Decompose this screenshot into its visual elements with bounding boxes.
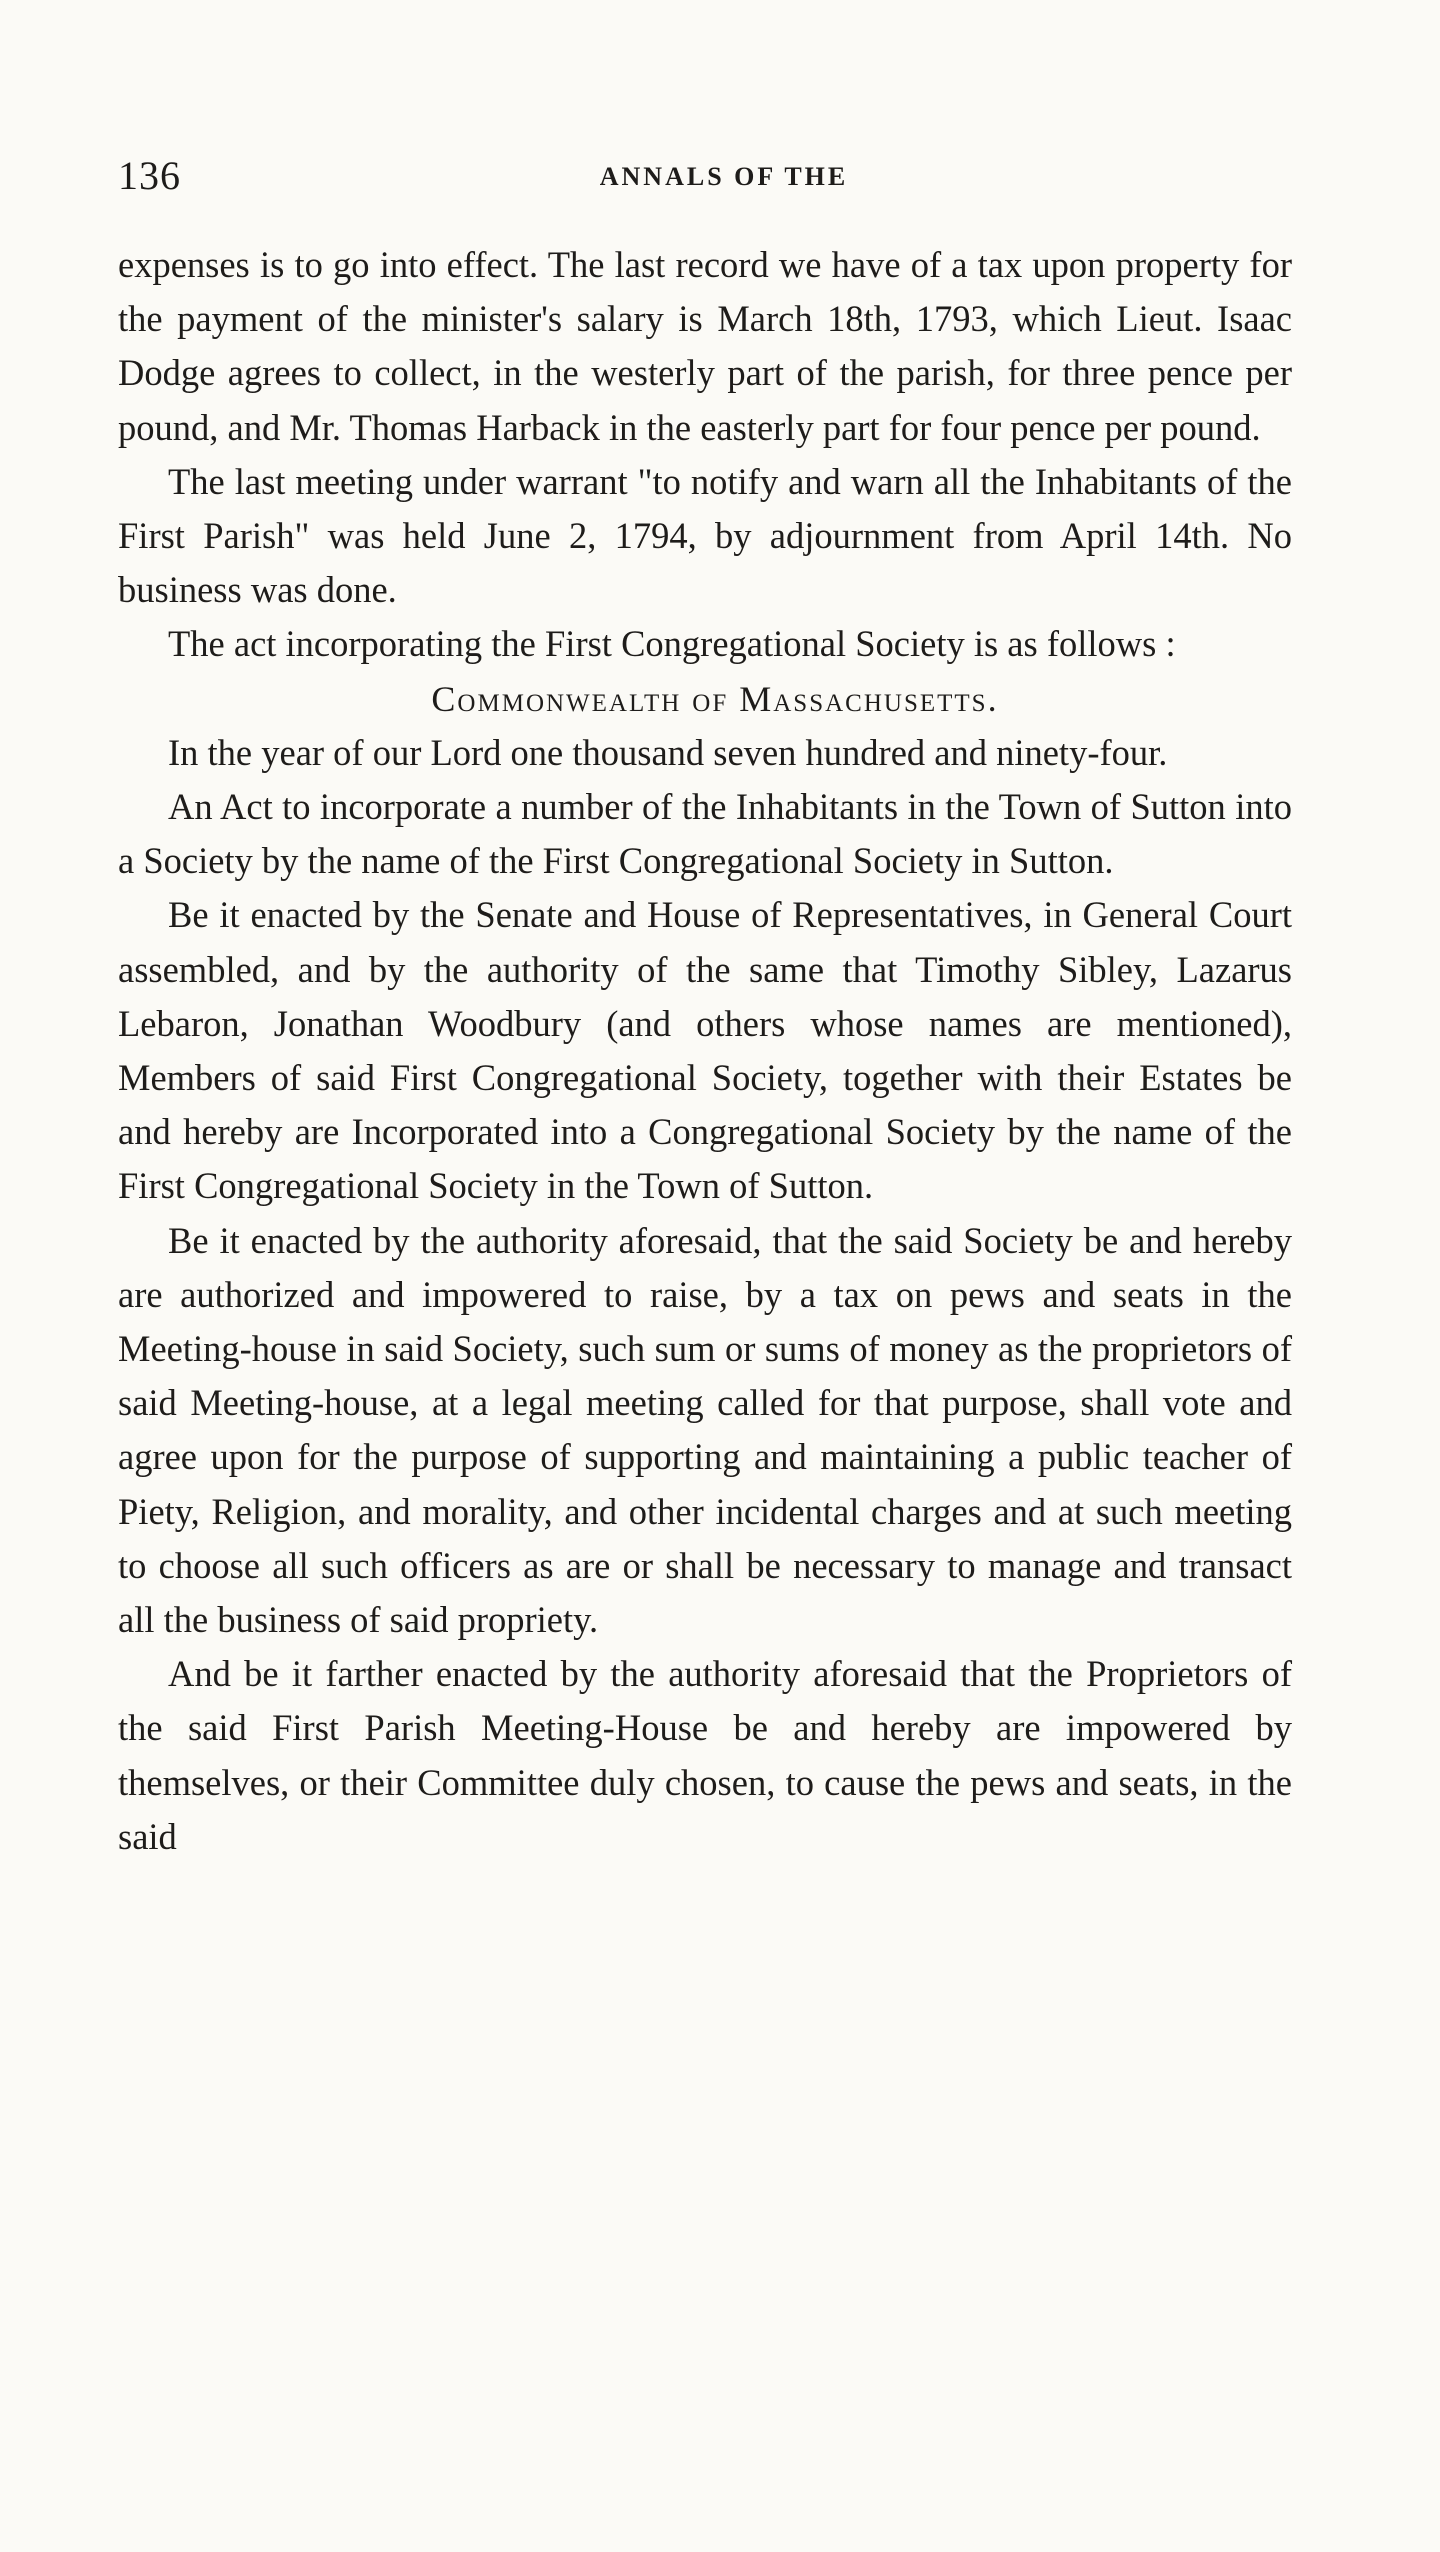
paragraph-4: In the year of our Lord one thousand seven hundred and ninety-four. bbox=[168, 731, 1168, 773]
paragraph-1: expenses is to go into effect. The last record we have of a tax upon property for the payment of the minister's salary is March 18th, 1793, which Lieut. Isaac Dodge agrees to collect, in the westerly part of the parish, for three pence per pound, and Mr. Thomas Harback in the easterly part for four pence per pound. bbox=[118, 244, 1292, 448]
paragraph-2: The last meeting under warrant "to notify and warn all the Inhabitants of the First Parish" was held June 2, 1794, by adjournment from April 14th. No business was done. bbox=[118, 460, 1292, 611]
body-text bbox=[118, 238, 1292, 1864]
page-number: 136 bbox=[118, 153, 181, 198]
section-heading: Commonwealth of Massachusetts. bbox=[431, 678, 999, 719]
running-head: ANNALS OF THE bbox=[599, 162, 849, 191]
paragraph-7: Be it enacted by the authority aforesaid, that the said Society be and hereby are authorized and impowered to raise, by a tax on pews and seats in the Meeting-house in said Society, such sum or sums of money as the proprietors of said Meeting-house, at a legal meeting called for that purpose, shall vote and agree upon for the purpose of supporting and maintaining a public teacher of Piety, Religion, and morality, and other incidental charges and at such meeting to choose all such officers as are or shall be necessary to manage and transact all the business of said propriety. bbox=[118, 1219, 1292, 1641]
paragraph-3: The act incorporating the First Congregational Society is as follows : bbox=[168, 623, 1176, 665]
paragraph-8: And be it farther enacted by the authority aforesaid that the Proprietors of the said First Parish Meeting-House be and hereby are impowered by themselves, or their Committee duly chosen, to cause the pews and seats, in the said bbox=[118, 1653, 1292, 1857]
paragraph-6: Be it enacted by the Senate and House of Representatives, in General Court assembled, and by the authority of the same that Timothy Sibley, Lazarus Lebaron, Jonathan Woodbury (and others whose names are mentioned), Members of said First Congregational Society, together with their Estates be and hereby are Incorporated into a Congregational Society by the name of the First Congregational Society in the Town of Sutton. bbox=[118, 894, 1292, 1207]
page-header bbox=[118, 152, 1290, 202]
paragraph-5: An Act to incorporate a number of the Inhabitants in the Town of Sutton into a Society by the name of the First Congregational Society in Sutton. bbox=[118, 786, 1292, 882]
